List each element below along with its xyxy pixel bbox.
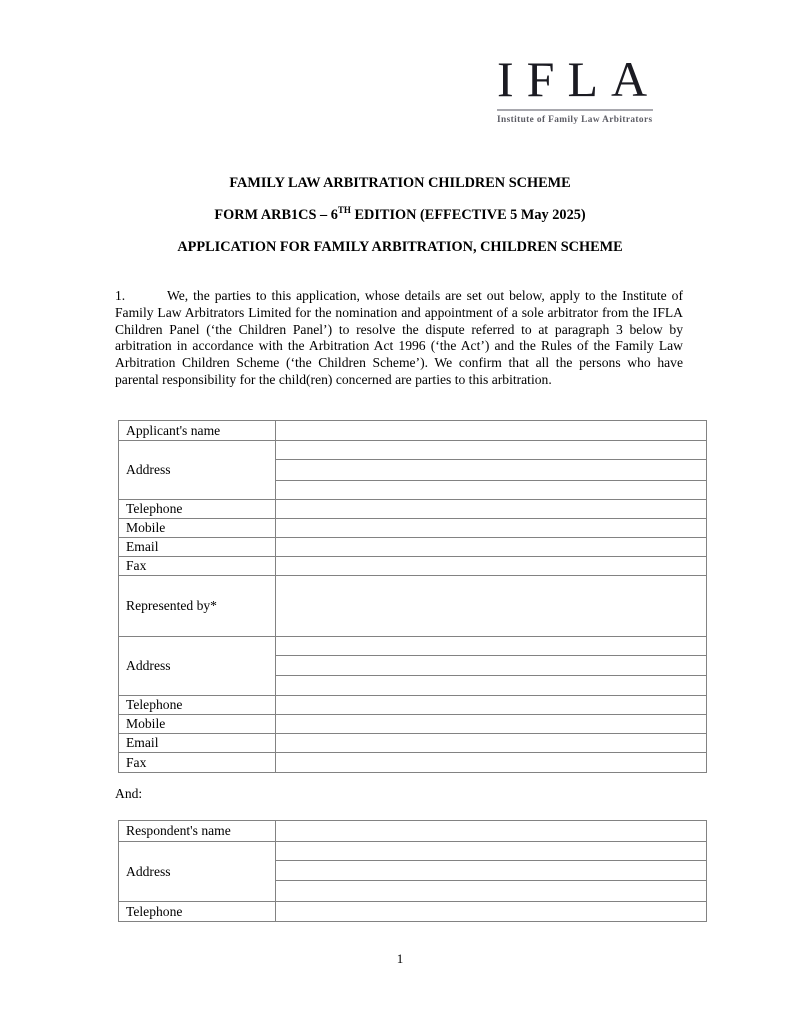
respondent-address-field-line1[interactable] xyxy=(276,842,707,861)
applicant-fax-field[interactable] xyxy=(276,557,707,576)
edition-ordinal-suffix: TH xyxy=(337,205,351,216)
applicant-telephone-field[interactable] xyxy=(276,500,707,519)
respondent-address-field-line2[interactable] xyxy=(276,861,707,881)
application-title: APPLICATION FOR FAMILY ARBITRATION, CHILDREN SCHEME xyxy=(177,239,623,255)
form-edition-suffix: EDITION (EFFECTIVE 5 May 2025) xyxy=(350,207,586,223)
applicant-telephone-label: Telephone xyxy=(119,500,276,519)
representative-mobile-label: Mobile xyxy=(119,715,276,734)
applicant-mobile-label: Mobile xyxy=(119,519,276,538)
applicant-address-field-line1[interactable] xyxy=(276,441,707,460)
clause-1-text: We, the parties to this application, whose details are set out below, apply to the Institute of Family Law Arbitrators Limited for the nomination and appointment of a sole arbitrator from the IFLA Children Panel (‘the Children Panel’) to resolve the dispute referred to at paragraph 3 below by arbitration in accordance with the Arbitration Act 1996 (‘the Act’) and the Rules of the Family Law Arbitration Children Scheme (‘the Children Scheme’). We confirm that all the persons who have parental responsibility for the child(ren) concerned are parties to this arbitration. xyxy=(115,288,683,387)
applicant-name-field[interactable] xyxy=(276,421,707,441)
applicant-details-table xyxy=(118,420,707,773)
representative-email-label: Email xyxy=(119,734,276,753)
form-edition-title xyxy=(0,207,800,224)
respondent-telephone-label: Telephone xyxy=(119,902,276,922)
respondent-name-field[interactable] xyxy=(276,821,707,842)
applicant-email-label: Email xyxy=(119,538,276,557)
applicant-name-label: Applicant's name xyxy=(119,421,276,441)
respondent-details-table xyxy=(118,820,707,922)
representative-telephone-field[interactable] xyxy=(276,696,707,715)
ifla-logo-rule xyxy=(497,109,653,111)
applicant-address-field-line2[interactable] xyxy=(276,460,707,481)
ifla-logo-caption: Institute of Family Law Arbitrators xyxy=(497,115,653,125)
respondent-name-label: Respondent's name xyxy=(119,821,276,842)
applicant-address-label: Address xyxy=(119,441,276,500)
ifla-logo-acronym: IFLA xyxy=(497,51,661,107)
applicant-email-field[interactable] xyxy=(276,538,707,557)
applicant-mobile-field[interactable] xyxy=(276,519,707,538)
representative-mobile-field[interactable] xyxy=(276,715,707,734)
representative-fax-label: Fax xyxy=(119,753,276,773)
representative-address-field-line1[interactable] xyxy=(276,637,707,656)
applicant-fax-label: Fax xyxy=(119,557,276,576)
representative-email-field[interactable] xyxy=(276,734,707,753)
clause-1-paragraph xyxy=(115,288,683,389)
applicant-address-field-line3[interactable] xyxy=(276,481,707,500)
respondent-address-field-line3[interactable] xyxy=(276,881,707,902)
respondent-telephone-field[interactable] xyxy=(276,902,707,922)
page-number: 1 xyxy=(396,951,404,966)
representative-address-label: Address xyxy=(119,637,276,696)
ifla-logo xyxy=(497,51,661,125)
respondent-address-label: Address xyxy=(119,842,276,902)
representative-telephone-label: Telephone xyxy=(119,696,276,715)
applicant-represented-by-field[interactable] xyxy=(276,576,707,637)
representative-address-field-line2[interactable] xyxy=(276,656,707,676)
clause-1-number: 1. xyxy=(115,288,126,303)
and-connector-label: And: xyxy=(115,786,143,801)
scheme-title: FAMILY LAW ARBITRATION CHILDREN SCHEME xyxy=(229,175,571,191)
representative-address-field-line3[interactable] xyxy=(276,676,707,696)
applicant-represented-by-label: Represented by* xyxy=(119,576,276,637)
form-edition-prefix: FORM ARB1CS – 6 xyxy=(214,207,338,223)
representative-fax-field[interactable] xyxy=(276,753,707,773)
